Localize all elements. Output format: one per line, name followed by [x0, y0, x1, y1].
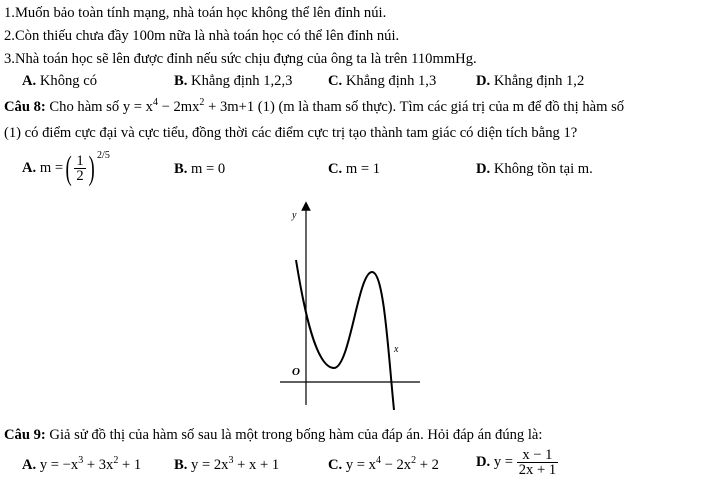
- option-label: D.: [476, 161, 491, 177]
- option-label: B.: [174, 161, 188, 177]
- q7-option-b[interactable]: [174, 72, 292, 90]
- q9-option-b[interactable]: [174, 456, 279, 474]
- q8-option-b[interactable]: [174, 160, 225, 178]
- statement-3: 3.Nhà toán học sẽ lên được đỉnh nếu sức chịu đựng của ông ta là trên 110mmHg.: [4, 51, 477, 67]
- option-text: m = 0: [191, 161, 226, 177]
- fraction: $\frac{1}{2}$: [76, 153, 84, 185]
- option-label: A.: [22, 457, 37, 473]
- exponent: 2/5: [97, 150, 110, 161]
- fraction: $\frac{x - 1}{2x + 1}$: [518, 447, 557, 479]
- option-label: D.: [476, 73, 491, 89]
- q8-rest: (1) (m là tham số thực). Tìm các giá trị của m để đồ thị hàm số: [257, 99, 625, 115]
- option-label: B.: [174, 73, 188, 89]
- option-label: A.: [22, 160, 37, 176]
- option-text: Khẳng định 1,3: [345, 73, 437, 89]
- option-label: B.: [174, 457, 188, 473]
- q8-line-2: (1) có điểm cực đại và cực tiểu, đồng thời các điểm cực trị tạo thành tam giác có diện tích bằng 1?: [4, 125, 578, 141]
- function-graph: [270, 200, 430, 410]
- option-text: Khẳng định 1,2,3: [191, 73, 293, 89]
- option-text: $y = 2x^3 + x + 1$: [191, 455, 280, 473]
- option-text: $y = -x^3 + 3x^2 + 1$: [39, 455, 142, 473]
- q9-line: [4, 426, 542, 444]
- y-axis-label: y: [292, 210, 297, 221]
- q9-option-c[interactable]: [328, 456, 439, 474]
- statement-2: 2.Còn thiếu chưa đầy 100m nữa là nhà toán học có thể lên đỉnh núi.: [4, 28, 400, 44]
- q8-option-c[interactable]: [328, 160, 380, 178]
- option-text: m = 1: [345, 161, 381, 177]
- q8-intro: Cho hàm số: [49, 99, 120, 115]
- q7-option-d[interactable]: [476, 72, 584, 90]
- q8-option-a[interactable]: A. m =( $\frac{1}{2}$ ) $^{2/5}$: [22, 149, 110, 187]
- option-label: A.: [22, 73, 37, 89]
- option-lhs: m =: [39, 160, 64, 176]
- option-text: Không tồn tại m.: [493, 161, 593, 177]
- q8-label: Câu 8:: [4, 99, 46, 115]
- q9-text: Giả sử đồ thị của hàm số sau là một trong bống hàm của đáp án. Hỏi đáp án đúng là:: [49, 427, 543, 443]
- q8-function: $y = x^4 - 2mx^2 + 3m+1$: [122, 97, 255, 115]
- q8-line-1: [4, 98, 624, 116]
- q9-label: Câu 9:: [4, 427, 46, 443]
- option-label: C.: [328, 161, 343, 177]
- x-axis-label: x: [394, 344, 399, 355]
- option-label: D.: [476, 454, 491, 470]
- q7-option-c[interactable]: [328, 72, 436, 90]
- option-text: Không có: [39, 73, 98, 89]
- q7-option-a[interactable]: [22, 72, 97, 90]
- q9-option-d[interactable]: [476, 446, 558, 478]
- q8-option-d[interactable]: [476, 160, 593, 178]
- graph-curve: [296, 260, 394, 410]
- option-text: Khẳng định 1,2: [493, 73, 585, 89]
- q9-option-a[interactable]: [22, 456, 141, 474]
- statement-1: 1.Muốn bảo toàn tính mạng, nhà toán học không thể lên đỉnh núi.: [4, 5, 387, 21]
- option-text: $y = x^4 - 2x^2 + 2$: [345, 455, 439, 473]
- option-lhs: y =: [493, 454, 514, 470]
- origin-label: O: [292, 366, 300, 378]
- option-label: C.: [328, 73, 343, 89]
- option-label: C.: [328, 457, 343, 473]
